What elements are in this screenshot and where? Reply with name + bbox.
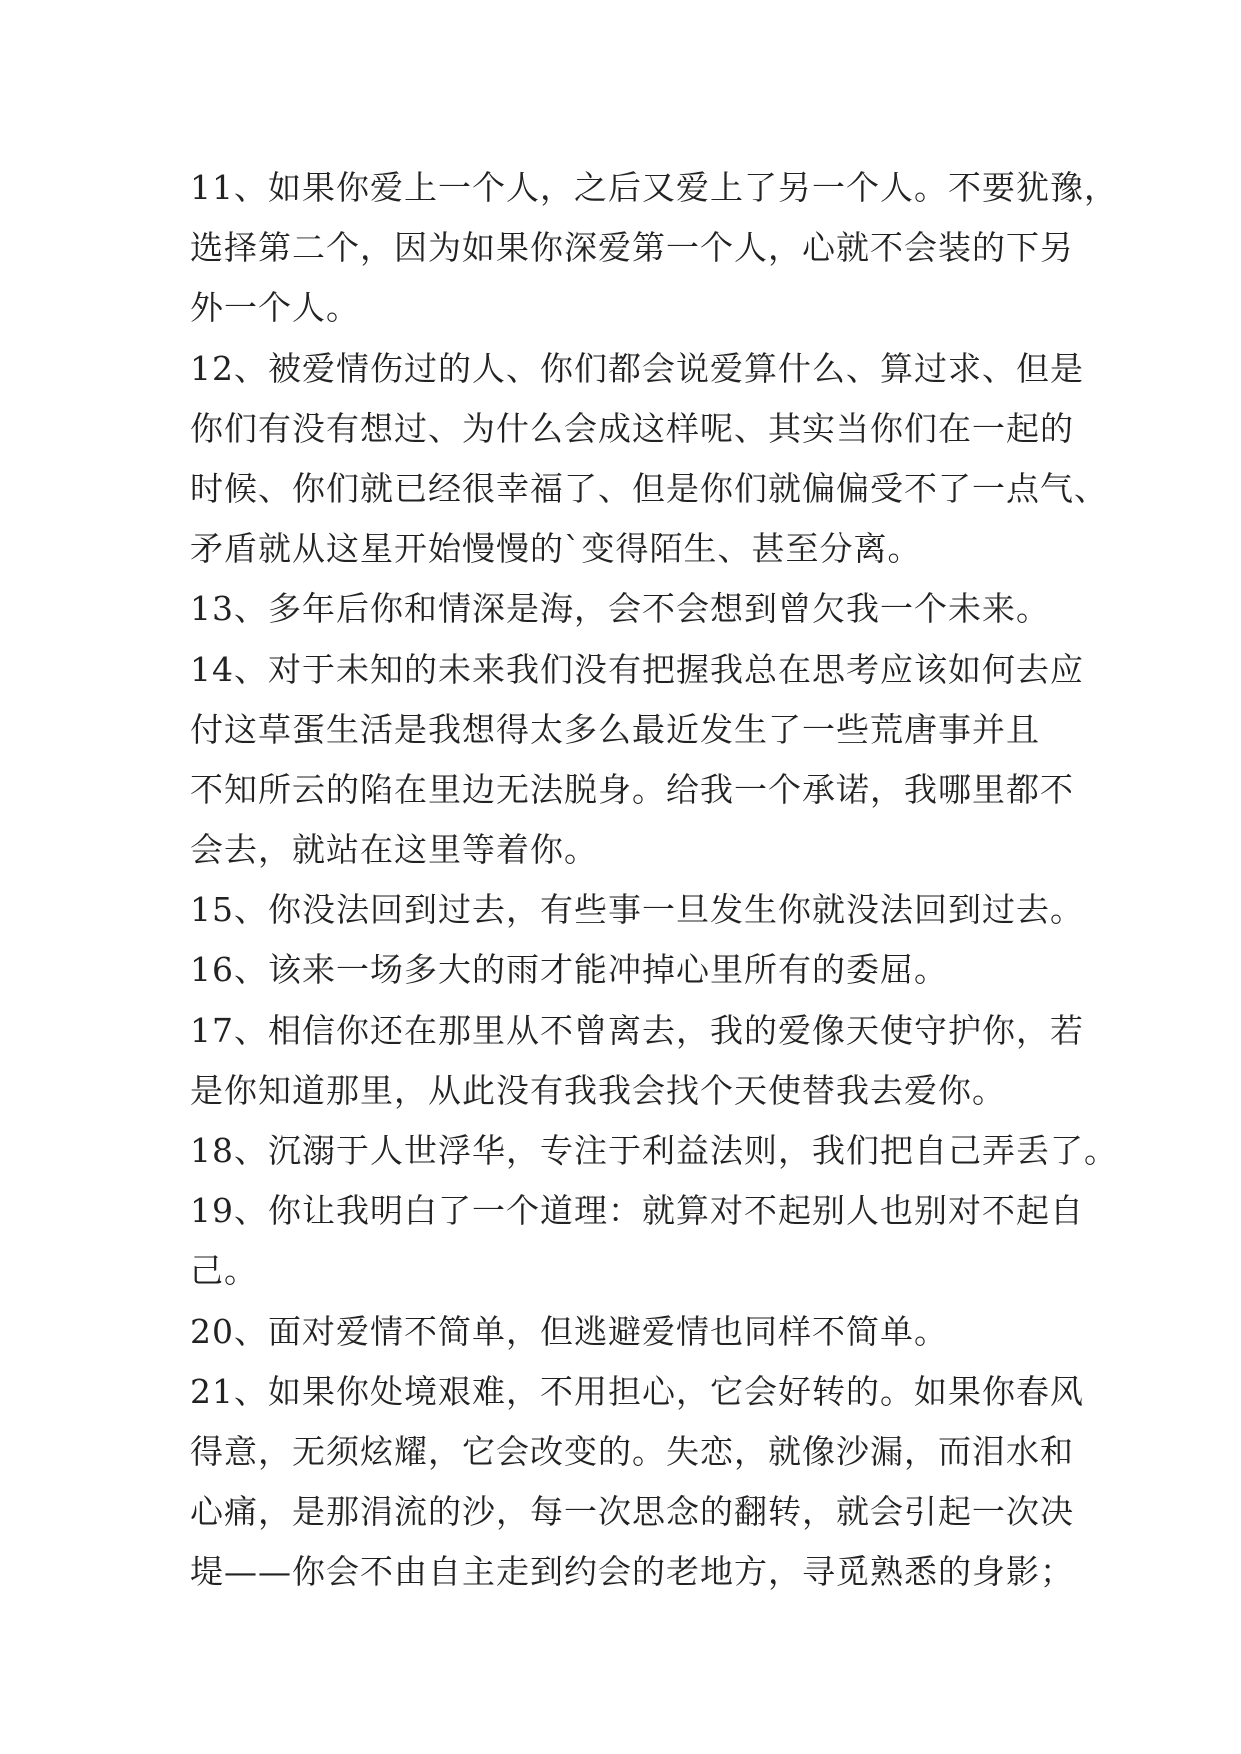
text-line: 付这草蛋生活是我想得太多么最近发生了一些荒唐事并且 xyxy=(190,709,1040,749)
text-line: 会去，就站在这里等着你。 xyxy=(190,830,598,870)
text-line: 己。 xyxy=(190,1251,258,1291)
text-line: 13、多年后你和情深是海，会不会想到曾欠我一个未来。 xyxy=(190,589,1050,629)
text-line: 得意，无须炫耀，它会改变的。失恋，就像沙漏，而泪水和 xyxy=(190,1431,1074,1471)
text-line: 18、沉溺于人世浮华，专注于利益法则，我们把自己弄丢了。 xyxy=(190,1131,1118,1170)
text-line: 21、如果你处境艰难，不用担心，它会好转的。如果你春风 xyxy=(190,1371,1084,1411)
text-line: 外一个人。 xyxy=(190,288,360,328)
text-line: 选择第二个，因为如果你深爱第一个人，心就不会装的下另 xyxy=(190,228,1074,268)
text-line: 12、被爱情伤过的人、你们都会说爱算什么、算过求、但是 xyxy=(190,348,1084,388)
text-line: 17、相信你还在那里从不曾离去，我的爱像天使守护你，若 xyxy=(190,1010,1084,1050)
text-line: 20、面对爱情不简单，但逃避爱情也同样不简单。 xyxy=(190,1311,948,1351)
text-line: 是你知道那里，从此没有我我会找个天使替我去爱你。 xyxy=(190,1070,1006,1110)
text-line: 时候、你们就已经很幸福了、但是你们就偏偏受不了一点气、 xyxy=(190,468,1108,508)
text-line: 16、该来一场多大的雨才能冲掉心里所有的委屈。 xyxy=(190,950,948,990)
text-line: 15、你没法回到过去，有些事一旦发生你就没法回到过去。 xyxy=(190,890,1084,930)
text-line: 心痛，是那涓流的沙，每一次思念的翻转，就会引起一次决 xyxy=(190,1492,1074,1532)
text-line: 矛盾就从这星开始慢慢的`变得陌生、甚至分离。 xyxy=(190,529,922,569)
text-line: 不知所云的陷在里边无法脱身。给我一个承诺，我哪里都不 xyxy=(190,769,1074,809)
document-body xyxy=(190,158,1118,1603)
text-line: 堤——你会不由自主走到约会的老地方，寻觅熟悉的身影； xyxy=(190,1552,1074,1592)
text-line: 你们有没有想过、为什么会成这样呢、其实当你们在一起的 xyxy=(190,408,1074,448)
text-line: 19、你让我明白了一个道理：就算对不起别人也别对不起自 xyxy=(190,1191,1084,1231)
text-line: 11、如果你爱上一个人，之后又爱上了另一个人。不要犹豫， xyxy=(190,168,1118,207)
text-line: 14、对于未知的未来我们没有把握我总在思考应该如何去应 xyxy=(190,649,1084,689)
